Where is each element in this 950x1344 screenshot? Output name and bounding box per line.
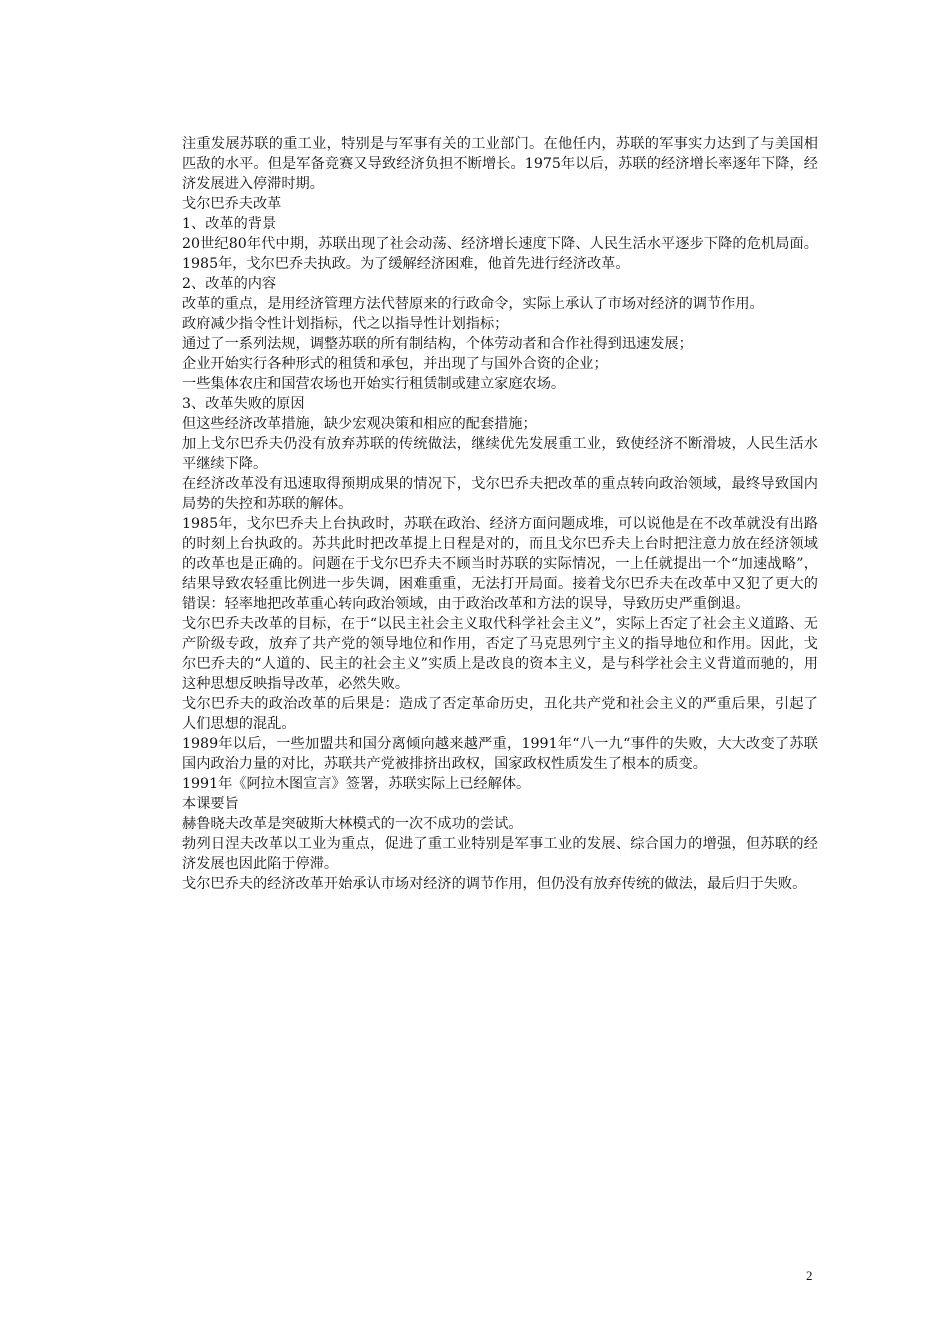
paragraph: 戈尔巴乔夫改革的目标，在于“以民主社会主义取代科学社会主义”，实际上否定了社会主义道路、无产阶级专政，放弃了共产党的领导地位和作用，否定了马克思列宁主义的指导地位和作用。因此，戈尔巴乔夫的“人道的、民主的社会主义”实质上是改良的资本主义，是与科学社会主义背道而驰的，用这种思想反映指导改革，必然失败。 (182, 616, 818, 692)
paragraph: 加上戈尔巴乔夫仍没有放弃苏联的传统做法，继续优先发展重工业，致使经济不断滑坡，人民生活水平继续下降。 (182, 436, 818, 472)
subsection-heading: 1、改革的背景 (182, 216, 277, 232)
page-number: 2 (806, 1268, 813, 1283)
paragraph: 通过了一系列法规，调整苏联的所有制结构，个体劳动者和合作社得到迅速发展； (182, 336, 693, 352)
paragraph: 改革的重点，是用经济管理方法代替原来的行政命令，实际上承认了市场对经济的调节作用。 (182, 296, 764, 312)
subsection-heading: 3、改革失败的原因 (182, 396, 305, 412)
paragraph: 但这些经济改革措施，缺少宏观决策和相应的配套措施； (182, 416, 537, 432)
subsection-heading: 2、改革的内容 (182, 276, 277, 292)
paragraph: 戈尔巴乔夫的政治改革的后果是：造成了否定革命历史，丑化共产党和社会主义的严重后果，引起了人们思想的混乱。 (182, 696, 818, 732)
paragraph: 注重发展苏联的重工业，特别是与军事有关的工业部门。在他任内，苏联的军事实力达到了与美国相匹敌的水平。但是军备竞赛又导致经济负担不断增长。1975年以后，苏联的经济增长率逐年下降，经济发展进入停滞时期。 (182, 136, 818, 192)
paragraph: 在经济改革没有迅速取得预期成果的情况下，戈尔巴乔夫把改革的重点转向政治领域，最终导致国内局势的失控和苏联的解体。 (182, 476, 818, 512)
paragraph: 政府减少指令性计划指标，代之以指导性计划指标； (182, 316, 509, 332)
paragraph: 1989年以后，一些加盟共和国分离倾向越来越严重，1991年“八一九“事件的失败，大大改变了苏联国内政治力量的对比，苏联共产党被排挤出政权，国家政权性质发生了根本的质变。 (182, 736, 818, 772)
section-heading: 本课要旨 (182, 796, 239, 812)
paragraph: 戈尔巴乔夫的经济改革开始承认市场对经济的调节作用，但仍没有放弃传统的做法，最后归于失败。 (182, 876, 807, 892)
paragraph: 赫鲁晓夫改革是突破斯大林模式的一次不成功的尝试。 (182, 816, 523, 832)
paragraph: 1991年《阿拉木图宣言》签署，苏联实际上已经解体。 (182, 776, 531, 792)
paragraph: 勃列日涅夫改革以工业为重点，促进了重工业特别是军事工业的发展、综合国力的增强，但苏联的经济发展也因此陷于停滞。 (182, 836, 818, 872)
paragraph: 企业开始实行各种形式的租赁和承包，并出现了与国外合资的企业； (182, 356, 608, 372)
paragraph: 20世纪80年代中期，苏联出现了社会动荡、经济增长速度下降、人民生活水平逐步下降的危机局面。1985年，戈尔巴乔夫执政。为了缓解经济困难，他首先进行经济改革。 (182, 236, 818, 272)
document-body (182, 134, 818, 894)
paragraph: 一些集体农庄和国营农场也开始实行租赁制或建立家庭农场。 (182, 376, 566, 392)
section-heading: 戈尔巴乔夫改革 (182, 196, 282, 212)
paragraph: 1985年，戈尔巴乔夫上台执政时，苏联在政治、经济方面问题成堆，可以说他是在不改革就没有出路的时刻上台执政的。苏共此时把改革提上日程是对的，而且戈尔巴乔夫上台时把注意力放在经济领域的改革也是正确的。问题在于戈尔巴乔夫不顾当时苏联的实际情况，一上任就提出一个“加速战略”，结果导致农轻重比例进一步失调，困难重重，无法打开局面。接着戈尔巴乔夫在改革中又犯了更大的错误：轻率地把改革重心转向政治领域，由于政治改革和方法的误导，导致历史严重倒退。 (182, 516, 818, 612)
